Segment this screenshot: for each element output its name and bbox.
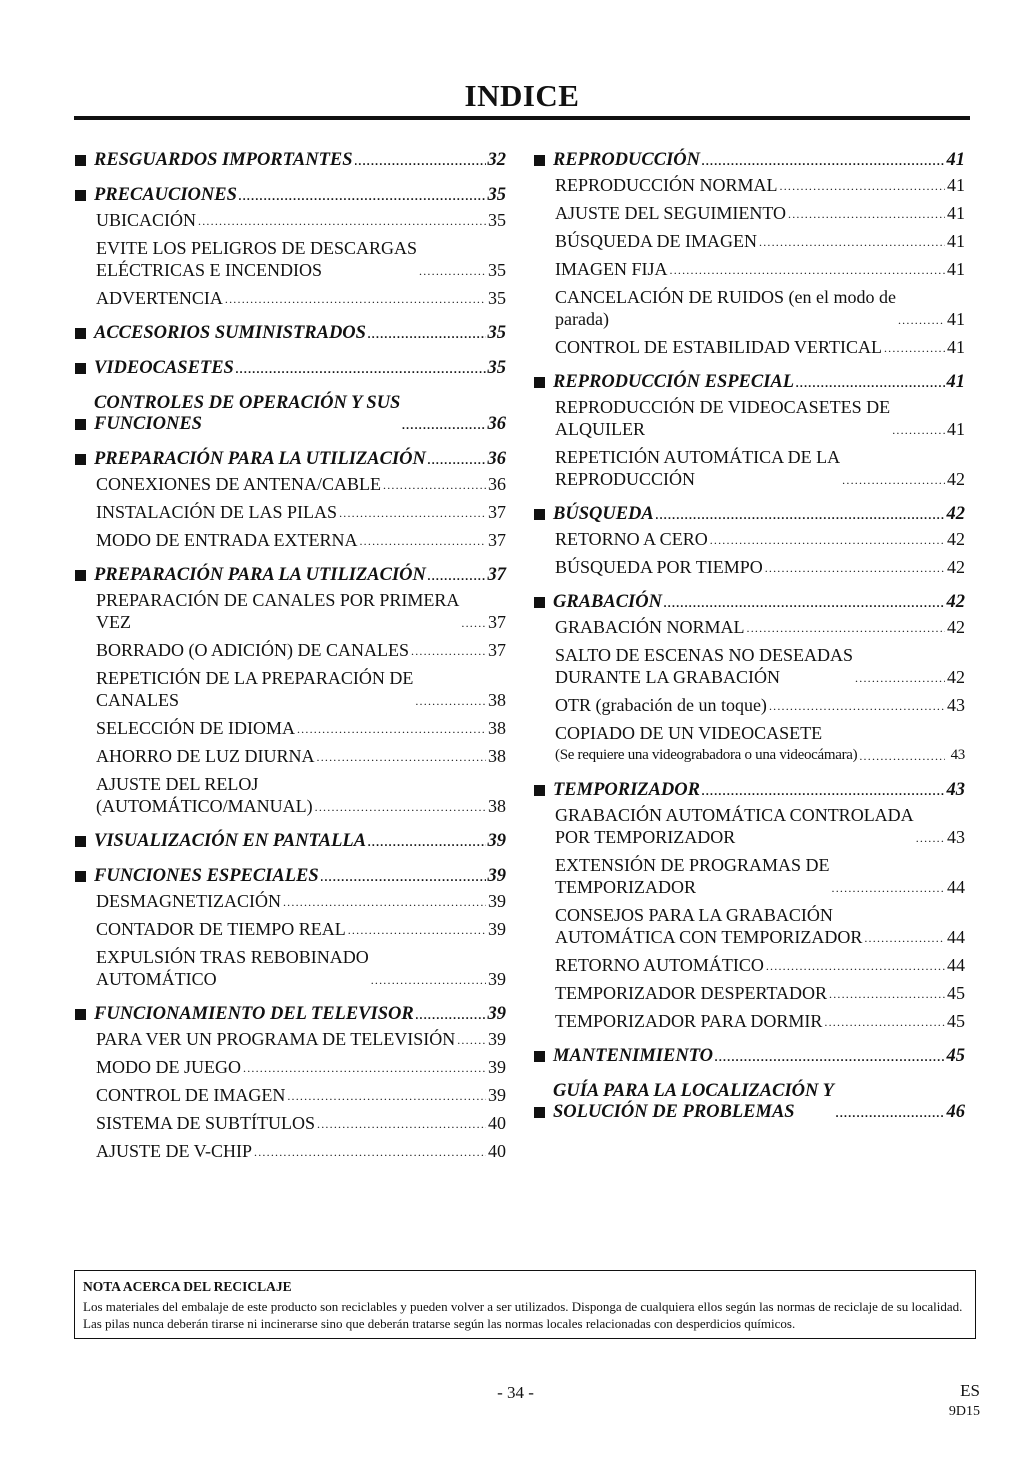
toc-section <box>74 323 506 344</box>
dot-leader <box>419 265 486 277</box>
entry-page: 41 <box>947 337 965 357</box>
entry-page: 36 <box>488 474 506 494</box>
section-page: 45 <box>946 1046 965 1066</box>
toc-section <box>533 372 965 490</box>
section-heading[interactable] <box>533 1081 965 1123</box>
dot-leader <box>664 597 945 609</box>
toc-entry[interactable] <box>533 904 965 948</box>
entry-page: 45 <box>947 1011 965 1031</box>
entry-text: COPIADO DE UN VIDEOCASETE <box>555 723 823 743</box>
dot-leader <box>368 328 486 340</box>
entry-page: 43 <box>947 827 965 847</box>
section-heading[interactable] <box>74 323 506 344</box>
section-page: 39 <box>487 866 506 886</box>
entry-text: BÚSQUEDA POR TIEMPO <box>555 557 763 577</box>
dot-leader <box>788 208 945 220</box>
entry-page: 39 <box>488 891 506 911</box>
section-heading[interactable] <box>74 866 506 887</box>
entry-text: REPRODUCCIÓN DE VIDEOCASETES DE ALQUILER <box>555 397 891 439</box>
toc-entry[interactable] <box>74 639 506 661</box>
toc-entry[interactable] <box>533 446 965 490</box>
dot-leader <box>832 882 945 894</box>
toc-section <box>74 358 506 379</box>
dot-leader <box>859 750 945 762</box>
section-heading[interactable] <box>74 1004 506 1025</box>
dot-leader <box>287 1090 486 1102</box>
dot-leader <box>747 622 945 634</box>
toc-entry[interactable] <box>74 1112 506 1134</box>
entry-text: IMAGEN FIJA <box>555 259 668 279</box>
entry-text: EXTENSIÓN DE PROGRAMAS DE TEMPORIZADOR <box>555 855 830 897</box>
bullet-square-icon <box>75 836 86 847</box>
bullet-square-icon <box>534 155 545 166</box>
dot-leader <box>428 454 486 466</box>
toc-entry[interactable] <box>533 202 965 224</box>
section-title: ACCESORIOS SUMINISTRADOS <box>94 323 366 343</box>
section-page: 37 <box>487 565 506 585</box>
bullet-square-icon <box>534 509 545 520</box>
dot-leader <box>371 974 486 986</box>
toc-entry[interactable] <box>533 744 965 766</box>
entry-page: 39 <box>488 1085 506 1105</box>
toc-section <box>533 592 965 766</box>
dot-leader <box>315 801 486 813</box>
entry-text: CONSEJOS PARA LA GRABACIÓN AUTOMÁTICA CON TEMPORIZADOR <box>555 905 863 947</box>
entry-text: TEMPORIZADOR PARA DORMIR <box>555 1011 823 1031</box>
section-heading[interactable] <box>74 831 506 852</box>
toc-entry[interactable] <box>74 717 506 739</box>
section-page: 41 <box>946 372 965 392</box>
dot-leader <box>411 645 486 657</box>
entry-page: 42 <box>947 529 965 549</box>
entry-page: 37 <box>488 502 506 522</box>
section-title: PRECAUCIONES <box>94 185 237 205</box>
toc-section <box>533 1046 965 1067</box>
toc-entry[interactable] <box>533 396 965 440</box>
section-title: TEMPORIZADOR <box>553 780 700 800</box>
page-title: INDICE <box>464 78 580 113</box>
entry-page: 39 <box>488 969 506 989</box>
dot-leader <box>855 672 945 684</box>
dot-leader <box>892 424 945 436</box>
toc-entry[interactable] <box>74 745 506 767</box>
entry-text: RETORNO AUTOMÁTICO <box>555 955 764 975</box>
dot-leader <box>317 751 487 763</box>
entry-page: 41 <box>947 419 965 439</box>
toc-section <box>533 1081 965 1123</box>
note-text-2: Las pilas nunca deberán tirarse ni incinerarse sino que deberán tratarse según las normas locales relacionadas con desperdicios químicos. <box>83 1316 796 1331</box>
entry-page: 45 <box>947 983 965 1003</box>
bullet-square-icon <box>75 155 86 166</box>
section-title: REPRODUCCIÓN ESPECIAL <box>553 372 795 392</box>
toc-entry[interactable] <box>533 230 965 252</box>
dot-leader <box>243 1062 486 1074</box>
entry-text: GRABACIÓN AUTOMÁTICA CONTROLADA POR TEMPORIZADOR <box>555 805 914 847</box>
entry-text: TEMPORIZADOR DESPERTADOR <box>555 983 827 1003</box>
entry-page: 39 <box>488 1057 506 1077</box>
entry-page: 37 <box>488 612 506 632</box>
toc-entry[interactable] <box>533 722 965 744</box>
section-page: 42 <box>946 504 965 524</box>
entry-page: 43 <box>950 747 965 763</box>
section-title: PREPARACIÓN PARA LA UTILIZACIÓN <box>94 449 426 469</box>
toc-entry[interactable] <box>533 954 965 976</box>
toc-entry[interactable] <box>74 1028 506 1050</box>
toc-section <box>533 504 965 578</box>
toc-entry[interactable] <box>74 946 506 990</box>
entry-page: 35 <box>488 288 506 308</box>
toc-entry[interactable] <box>533 286 965 330</box>
toc-entry[interactable] <box>74 1084 506 1106</box>
entry-text: SALTO DE ESCENAS NO DESEADAS DURANTE LA GRABACIÓN <box>555 645 854 687</box>
dot-leader <box>402 419 485 431</box>
entry-page: 41 <box>947 259 965 279</box>
dot-leader <box>461 617 486 629</box>
entry-text: EXPULSIÓN TRAS REBOBINADO AUTOMÁTICO <box>96 947 369 989</box>
section-heading[interactable] <box>533 592 965 613</box>
toc-section <box>74 150 506 171</box>
toc-section <box>533 150 965 358</box>
section-title: GRABACIÓN <box>553 592 662 612</box>
entry-page: 35 <box>488 260 506 280</box>
entry-text: PREPARACIÓN DE CANALES POR PRIMERA VEZ <box>96 590 460 632</box>
toc-section <box>74 185 506 309</box>
section-title: REPRODUCCIÓN <box>553 150 700 170</box>
dot-leader <box>415 695 486 707</box>
dot-leader <box>321 871 486 883</box>
entry-text: SISTEMA DE SUBTÍTULOS <box>96 1113 316 1133</box>
entry-text: EVITE LOS PELIGROS DE DESCARGAS ELÉCTRICAS E INCENDIOS <box>96 238 418 280</box>
dot-leader <box>416 1009 486 1021</box>
entry-text: AHORRO DE LUZ DIURNA <box>96 746 315 766</box>
dot-leader <box>769 700 945 712</box>
section-page: 39 <box>487 831 506 851</box>
toc-section <box>74 831 506 852</box>
entry-page: 42 <box>947 667 965 687</box>
toc-entry[interactable] <box>533 258 965 280</box>
toc-entry[interactable] <box>533 1010 965 1032</box>
dot-leader <box>864 932 945 944</box>
dot-leader <box>236 363 486 375</box>
toc-entry[interactable] <box>74 237 506 281</box>
entry-page: 35 <box>488 210 506 230</box>
toc-entry[interactable] <box>74 890 506 912</box>
toc-left-column <box>74 150 506 1176</box>
entry-page: 44 <box>947 955 965 975</box>
entry-page: 38 <box>488 690 506 710</box>
entry-text: CANCELACIÓN DE RUIDOS (en el modo de parada) <box>555 287 896 329</box>
dot-leader <box>765 562 945 574</box>
section-heading[interactable] <box>74 150 506 171</box>
language-code: ES <box>960 1381 980 1400</box>
bullet-square-icon <box>75 1009 86 1020</box>
section-heading[interactable] <box>74 449 506 470</box>
entry-text: BÚSQUEDA DE IMAGEN <box>555 231 757 251</box>
bullet-square-icon <box>534 1107 545 1118</box>
toc-entry[interactable] <box>533 174 965 196</box>
section-page: 41 <box>946 150 965 170</box>
toc-entry[interactable] <box>533 528 965 550</box>
toc-entry[interactable] <box>74 773 506 817</box>
dot-leader <box>766 960 945 972</box>
section-title: BÚSQUEDA <box>553 504 654 524</box>
entry-page: 41 <box>947 231 965 251</box>
toc-entry[interactable] <box>533 854 965 898</box>
entry-text: CONTROL DE IMAGEN <box>96 1085 286 1105</box>
toc-entry[interactable] <box>74 287 506 309</box>
bullet-square-icon <box>75 419 86 430</box>
bullet-square-icon <box>534 597 545 608</box>
dot-leader <box>254 1146 486 1158</box>
entry-text: CONEXIONES DE ANTENA/CABLE <box>96 474 381 494</box>
entry-page: 42 <box>947 617 965 637</box>
dot-leader <box>656 509 945 521</box>
section-heading[interactable] <box>74 565 506 586</box>
entry-text: CONTROL DE ESTABILIDAD VERTICAL <box>555 337 882 357</box>
entry-page: 39 <box>488 919 506 939</box>
section-page: 35 <box>487 323 506 343</box>
section-heading[interactable] <box>533 504 965 525</box>
entry-text: AJUSTE DE V-CHIP <box>96 1141 253 1161</box>
dot-leader <box>898 314 945 326</box>
entry-page: 41 <box>947 203 965 223</box>
entry-text: CONTADOR DE TIEMPO REAL <box>96 919 346 939</box>
toc-entry[interactable] <box>74 1056 506 1078</box>
toc-entry[interactable] <box>533 694 965 716</box>
bullet-square-icon <box>75 328 86 339</box>
section-title: VISUALIZACIÓN EN PANTALLA <box>94 831 367 851</box>
entry-text: INSTALACIÓN DE LAS PILAS <box>96 502 338 522</box>
recycling-note <box>74 1270 976 1339</box>
note-title: NOTA ACERCA DEL RECICLAJE <box>83 1279 292 1294</box>
entry-page: 37 <box>488 530 506 550</box>
entry-text: AJUSTE DEL SEGUIMIENTO <box>555 203 786 223</box>
bullet-square-icon <box>75 454 86 465</box>
section-heading[interactable] <box>533 372 965 393</box>
dot-leader <box>297 723 486 735</box>
dot-leader <box>702 155 945 167</box>
section-heading[interactable] <box>533 150 965 171</box>
dot-leader <box>198 215 486 227</box>
section-page: 39 <box>487 1004 506 1024</box>
section-heading[interactable] <box>74 393 506 435</box>
dot-leader <box>796 377 944 389</box>
dot-leader <box>829 988 945 1000</box>
entry-page: 39 <box>488 1029 506 1049</box>
entry-text: MODO DE ENTRADA EXTERNA <box>96 530 358 550</box>
bullet-square-icon <box>75 871 86 882</box>
entry-page: 38 <box>488 718 506 738</box>
dot-leader <box>348 924 486 936</box>
entry-text: BORRADO (O ADICIÓN) DE CANALES <box>96 640 409 660</box>
entry-page: 44 <box>947 877 965 897</box>
bullet-square-icon <box>534 377 545 388</box>
dot-leader <box>355 155 486 167</box>
bullet-square-icon <box>75 190 86 201</box>
entry-text: GRABACIÓN NORMAL <box>555 617 745 637</box>
entry-text: REPRODUCCIÓN NORMAL <box>555 175 778 195</box>
section-title: VIDEOCASETES <box>94 358 234 378</box>
section-title: RESGUARDOS IMPORTANTES <box>94 150 353 170</box>
note-text-1: Los materiales del embalaje de este producto son reciclables y pueden volver a ser utilizados. Disponga de cualquiera ellos según las normas de reciclaje de su localidad. <box>83 1299 963 1314</box>
title-rule <box>74 116 970 120</box>
entry-text: RETORNO A CERO <box>555 529 708 549</box>
dot-leader <box>383 479 486 491</box>
bullet-square-icon <box>534 1051 545 1062</box>
toc-entry[interactable] <box>533 982 965 1004</box>
entry-page: 41 <box>947 309 965 329</box>
dot-leader <box>283 896 486 908</box>
dot-leader <box>225 293 486 305</box>
toc-right-column <box>533 150 965 1137</box>
toc-entry[interactable] <box>533 556 965 578</box>
toc-section <box>533 780 965 1032</box>
section-page: 35 <box>487 358 506 378</box>
bullet-square-icon <box>534 785 545 796</box>
section-heading[interactable] <box>533 1046 965 1067</box>
toc-section <box>74 866 506 990</box>
bullet-square-icon <box>75 570 86 581</box>
entry-page: 41 <box>947 175 965 195</box>
section-page: 43 <box>946 780 965 800</box>
entry-text: REPETICIÓN AUTOMÁTICA DE LA REPRODUCCIÓN <box>555 447 841 489</box>
entry-page: 40 <box>488 1141 506 1161</box>
section-page: 36 <box>487 414 506 434</box>
dot-leader <box>670 264 946 276</box>
dot-leader <box>710 534 945 546</box>
entry-page: 37 <box>488 640 506 660</box>
dot-leader <box>702 785 945 797</box>
dot-leader <box>359 535 486 547</box>
section-title: PREPARACIÓN PARA LA UTILIZACIÓN <box>94 565 426 585</box>
section-page: 35 <box>487 185 506 205</box>
page-number: - 34 - <box>497 1383 534 1402</box>
entry-page: 40 <box>488 1113 506 1133</box>
model-code: 9D15 <box>948 1404 980 1419</box>
toc-entry[interactable] <box>74 667 506 711</box>
dot-leader <box>759 236 945 248</box>
section-title: FUNCIONAMIENTO DEL TELEVISOR <box>94 1004 414 1024</box>
dot-leader <box>457 1034 486 1046</box>
toc-section <box>74 393 506 435</box>
toc-entry[interactable] <box>74 501 506 523</box>
dot-leader <box>824 1016 945 1028</box>
dot-leader <box>884 342 945 354</box>
toc-entry[interactable] <box>533 644 965 688</box>
section-page: 36 <box>487 449 506 469</box>
toc-entry[interactable] <box>74 1140 506 1162</box>
entry-page: 43 <box>947 695 965 715</box>
bullet-square-icon <box>75 363 86 374</box>
dot-leader <box>239 190 486 202</box>
section-heading[interactable] <box>74 185 506 206</box>
entry-page: 44 <box>947 927 965 947</box>
dot-leader <box>715 1051 944 1063</box>
toc-entry[interactable] <box>74 209 506 231</box>
dot-leader <box>916 832 945 844</box>
entry-text: AJUSTE DEL RELOJ (AUTOMÁTICO/MANUAL) <box>96 774 313 816</box>
toc-entry[interactable] <box>74 473 506 495</box>
toc-section <box>74 1004 506 1162</box>
entry-page: 42 <box>947 469 965 489</box>
section-heading[interactable] <box>74 358 506 379</box>
entry-text: ADVERTENCIA <box>96 288 223 308</box>
toc-entry[interactable] <box>74 918 506 940</box>
toc-entry[interactable] <box>74 589 506 633</box>
entry-text: REPETICIÓN DE LA PREPARACIÓN DE CANALES <box>96 668 414 710</box>
entry-text: MODO DE JUEGO <box>96 1057 241 1077</box>
section-title: CONTROLES DE OPERACIÓN Y SUS FUNCIONES <box>94 393 401 434</box>
toc-entry[interactable] <box>74 529 506 551</box>
entry-page: 38 <box>488 796 506 816</box>
dot-leader <box>339 507 486 519</box>
toc-entry[interactable] <box>533 804 965 848</box>
dot-leader <box>836 1107 945 1119</box>
dot-leader <box>428 570 486 582</box>
entry-page: 42 <box>947 557 965 577</box>
entry-text: (Se requiere una videograbadora o una videocámara) <box>555 747 858 763</box>
entry-text: DESMAGNETIZACIÓN <box>96 891 281 911</box>
entry-text: UBICACIÓN <box>96 210 197 230</box>
section-title: FUNCIONES ESPECIALES <box>94 866 319 886</box>
dot-leader <box>780 180 945 192</box>
entry-page: 38 <box>488 746 506 766</box>
entry-text: PARA VER UN PROGRAMA DE TELEVISIÓN <box>96 1029 456 1049</box>
section-heading[interactable] <box>533 780 965 801</box>
entry-text: SELECCIÓN DE IDIOMA <box>96 718 295 738</box>
section-title: MANTENIMIENTO <box>553 1046 714 1066</box>
section-page: 46 <box>946 1102 965 1122</box>
dot-leader <box>317 1118 486 1130</box>
toc-entry[interactable] <box>533 616 965 638</box>
dot-leader <box>842 474 945 486</box>
dot-leader <box>368 836 485 848</box>
toc-entry[interactable] <box>533 336 965 358</box>
toc-section <box>74 565 506 817</box>
section-page: 32 <box>487 150 506 170</box>
section-title: GUÍA PARA LA LOCALIZACIÓN Y SOLUCIÓN DE PROBLEMAS <box>553 1081 834 1122</box>
entry-text: OTR (grabación de un toque) <box>555 695 767 715</box>
section-page: 42 <box>946 592 965 612</box>
toc-section <box>74 449 506 551</box>
